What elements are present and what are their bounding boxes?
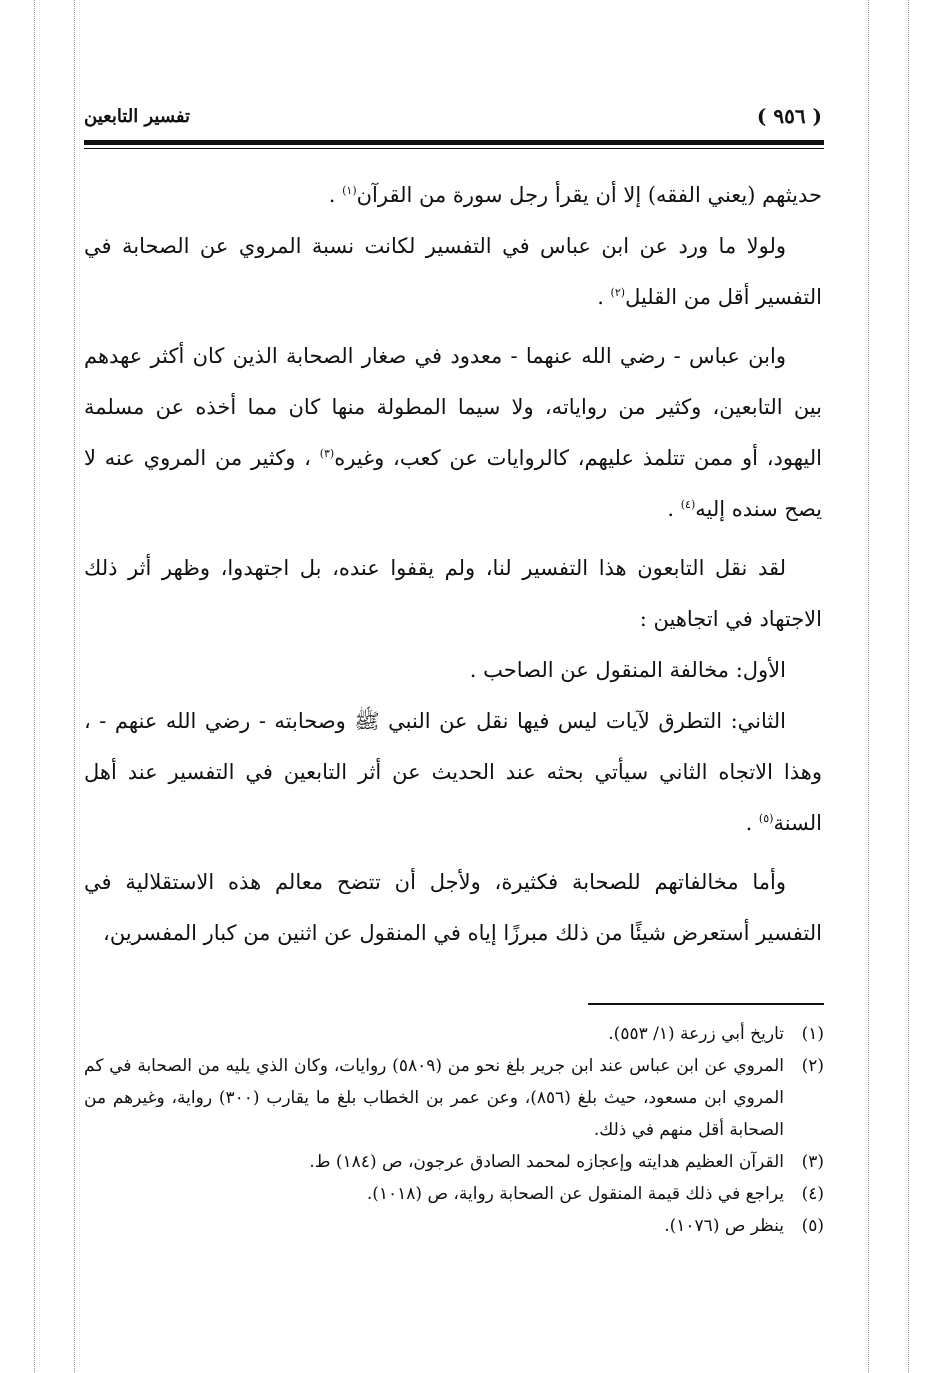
- page-number: ( ٩٥٦ ): [756, 104, 822, 128]
- footnote-mark: (٣): [319, 447, 335, 460]
- footnote: [84, 1050, 824, 1146]
- paragraph: وابن عباس - رضي الله عنهما - معدود في صغار الصحابة الذين كان أكثر عهدهم بين التابعين، وكثير من رواياته، ولا سيما المطولة منها كان مما أخذه عن مسلمة اليهود، أو ممن تتلمذ عليهم، كالروايات عن كعب، وغيره$^{(٣)}$ ، وكثير من المروي عنه لا يصح سنده إليه$^{(٤)}$ .: [84, 344, 822, 521]
- footnote-text: القرآن العظيم هدايته وإعجازه لمحمد الصادق عرجون، ص (١٨٤) ط.: [309, 1152, 784, 1172]
- footnote-mark: (١): [342, 184, 357, 197]
- footnote-text: ينظر ص (١٠٧٦).: [664, 1216, 784, 1236]
- scan-margin-line: [868, 0, 869, 1373]
- paragraph: الأول: مخالفة المنقول عن الصاحب .: [469, 658, 786, 682]
- footnote-mark: (٢): [610, 286, 626, 299]
- paragraph: وأما مخالفاتهم للصحابة فكثيرة، ولأجل أن تتضح معالم هذه الاستقلالية في التفسير أستعرض شيئًا من ذلك مبرزًا إياه في المنقول عن اثنين من كبار المفسرين،: [84, 870, 822, 945]
- footnotes: [84, 1018, 824, 1242]
- footnote-number: (٥): [801, 1216, 824, 1236]
- footnote: [84, 1146, 824, 1178]
- paragraph: لقد نقل التابعون هذا التفسير لنا، ولم يقفوا عنده، بل اجتهدوا، وظهر أثر ذلك الاجتهاد في اتجاهين :: [84, 556, 822, 631]
- footnote-text: المروي عن ابن عباس عند ابن جرير بلغ نحو من (٥٨٠٩) روايات، وكان الذي يليه من الصحابة في كم المروي ابن مسعود، حيث بلغ (٨٥٦)، وعن عمر بن الخطاب بلغ ما يقارب (٣٠٠) رواية، وغيرهم من الصحابة أقل منهم في ذلك.: [84, 1056, 784, 1140]
- page-header: [84, 104, 824, 140]
- footnote-number: (٣): [801, 1152, 824, 1172]
- main-text: [84, 170, 822, 967]
- footnote: [84, 1210, 824, 1242]
- footnote-number: (٤): [801, 1184, 824, 1204]
- scan-margin-line: [74, 0, 75, 1373]
- footnote-number: (١): [801, 1024, 824, 1044]
- paragraph: الثاني: التطرق لآيات ليس فيها نقل عن النبي ﷺ وصحابته - رضي الله عنهم - ، وهذا الاتجاه الثاني سيأتي بحثه عند الحديث عن أثر التابعين في التفسير عند أهل السنة$^{(٥)}$ .: [84, 709, 822, 835]
- scan-margin-line: [908, 0, 909, 1373]
- footnote-text: تاريخ أبي زرعة (١/ ٥٥٣).: [608, 1024, 784, 1044]
- paragraph: حديثهم (يعني الفقه) إلا أن يقرأ رجل سورة من القرآن$^{(١)}$ .: [328, 183, 822, 207]
- header-rule: [84, 140, 824, 145]
- header-rule-thin: [84, 148, 824, 149]
- scan-margin-line: [34, 0, 35, 1373]
- footnote-mark: (٥): [758, 812, 774, 825]
- footnote: [84, 1178, 824, 1210]
- running-title: تفسير التابعين: [84, 106, 191, 127]
- footnote: [84, 1018, 824, 1050]
- footnote-mark: (٤): [680, 498, 696, 511]
- footnote-text: يراجع في ذلك قيمة المنقول عن الصحابة رواية، ص (١٠١٨).: [366, 1184, 784, 1204]
- footnote-separator: [588, 1003, 824, 1005]
- footnote-number: (٢): [801, 1056, 824, 1076]
- paragraph: ولولا ما ورد عن ابن عباس في التفسير لكانت نسبة المروي عن الصحابة في التفسير أقل من القليل$^{(٢)}$ .: [84, 234, 822, 309]
